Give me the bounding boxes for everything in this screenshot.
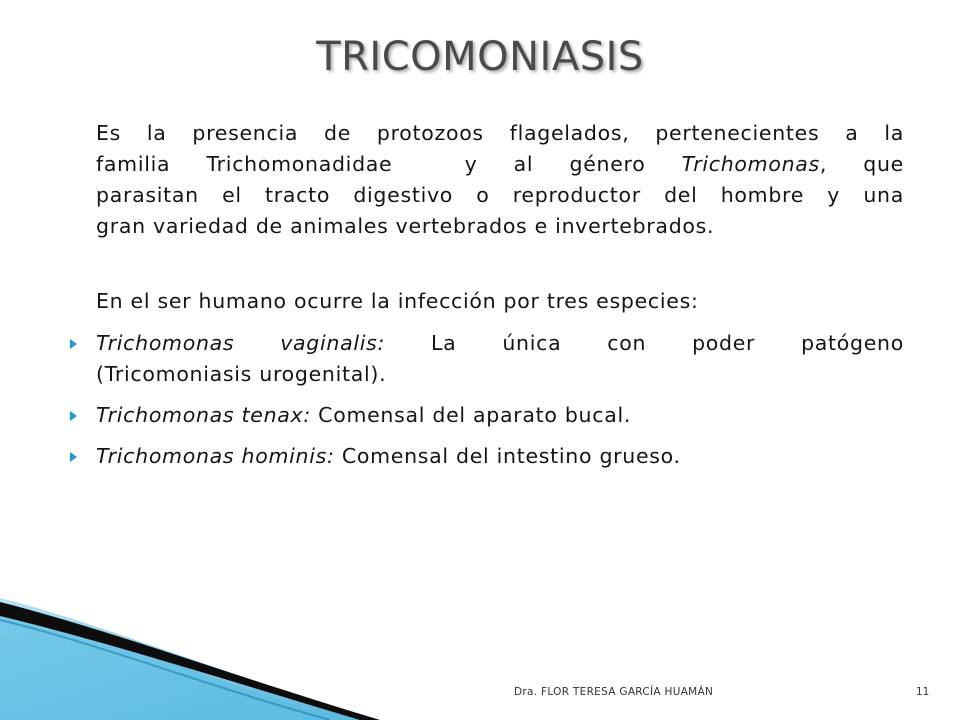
- species-row-1: [96, 328, 904, 359]
- bullet-arrow-icon: [70, 452, 77, 462]
- species-row: [96, 441, 904, 472]
- species-desc: Comensal del intestino grueso.: [334, 444, 681, 468]
- intro-line-2: [96, 149, 904, 180]
- page-number: 11: [916, 686, 930, 698]
- species-desc: Comensal del aparato bucal.: [310, 403, 632, 427]
- intro-line-3: parasitan el tracto digestivo o reproductor del hombre y una: [96, 183, 904, 207]
- list-item: [70, 328, 904, 390]
- intro-line-2-tail: , que: [819, 152, 904, 176]
- species-list: [70, 328, 904, 482]
- species-desc-continued: (Tricomoniasis urogenital).: [96, 362, 387, 386]
- species-desc: La única con poder patógeno: [385, 331, 904, 355]
- slide-title: TRICOMONIASIS: [316, 34, 644, 80]
- species-name: Trichomonas tenax:: [96, 403, 311, 427]
- intro-line-1: Es la presencia de protozoos flagelados, pertenecientes a la: [96, 121, 904, 145]
- footer-author: Dra. FLOR TERESA GARCÍA HUAMÁN: [514, 686, 714, 698]
- intro-line-2-text: familia Trichomonadidae y al género: [96, 152, 682, 176]
- intro-paragraph: [96, 118, 904, 242]
- species-intro: En el ser humano ocurre la infección por tres especies:: [96, 289, 699, 313]
- list-item: [70, 400, 904, 431]
- species-row: [96, 400, 904, 431]
- intro-line-4: gran variedad de animales vertebrados e invertebrados.: [96, 214, 715, 238]
- species-name: Trichomonas hominis:: [96, 444, 335, 468]
- decorative-wave: [0, 580, 400, 720]
- genus-name: Trichomonas: [681, 152, 820, 176]
- list-item: [70, 441, 904, 472]
- bullet-arrow-icon: [70, 411, 77, 421]
- bullet-arrow-icon: [70, 339, 77, 349]
- species-name: Trichomonas vaginalis:: [96, 331, 386, 355]
